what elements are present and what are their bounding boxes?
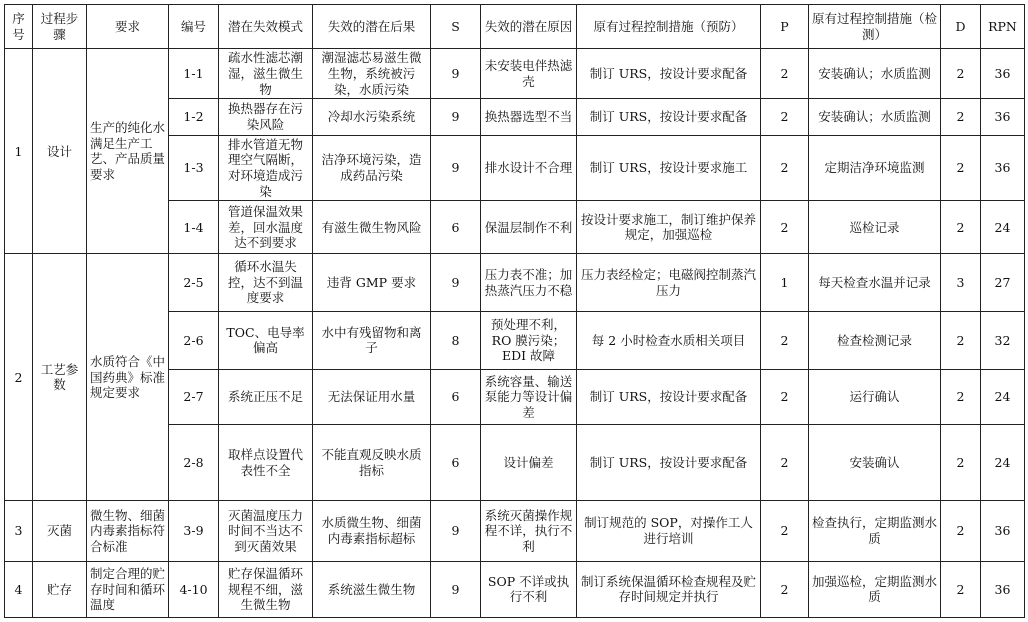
group-no: 1 xyxy=(5,49,33,254)
row-code: 1-3 xyxy=(169,135,219,201)
header-prevent: 原有过程控制措施（预防） xyxy=(577,5,761,49)
row-rpn: 36 xyxy=(981,49,1025,99)
row-prevent: 每 2 小时检查水质相关项目 xyxy=(577,311,761,369)
table-row xyxy=(5,254,1025,311)
row-s: 6 xyxy=(431,425,481,501)
row-detect: 安装确认；水质监测 xyxy=(809,99,941,135)
row-code: 2-6 xyxy=(169,311,219,369)
row-p: 2 xyxy=(761,99,809,135)
row-rpn: 24 xyxy=(981,369,1025,424)
header-row xyxy=(5,5,1025,49)
header-no: 序号 xyxy=(5,5,33,49)
row-effect: 不能直观反映水质指标 xyxy=(313,425,431,501)
group-no: 3 xyxy=(5,501,33,561)
row-detect: 每天检查水温并记录 xyxy=(809,254,941,311)
row-rpn: 24 xyxy=(981,201,1025,254)
row-d: 2 xyxy=(941,311,981,369)
row-cause: 预处理不利，RO 膜污染；EDI 故障 xyxy=(481,311,577,369)
row-p: 2 xyxy=(761,201,809,254)
row-mode: 换热器存在污染风险 xyxy=(219,99,313,135)
row-p: 1 xyxy=(761,254,809,311)
row-s: 6 xyxy=(431,201,481,254)
row-code: 4-10 xyxy=(169,561,219,617)
row-effect: 无法保证用水量 xyxy=(313,369,431,424)
row-mode: 系统正压不足 xyxy=(219,369,313,424)
row-effect: 水质微生物、细菌内毒素指标超标 xyxy=(313,501,431,561)
row-effect: 有滋生微生物风险 xyxy=(313,201,431,254)
row-s: 9 xyxy=(431,135,481,201)
header-detect: 原有过程控制措施（检测） xyxy=(809,5,941,49)
row-effect: 冷却水污染系统 xyxy=(313,99,431,135)
group-req: 微生物、细菌内毒素指标符合标准 xyxy=(87,501,169,561)
row-cause: 系统容量、输送泵能力等设计偏差 xyxy=(481,369,577,424)
row-p: 2 xyxy=(761,135,809,201)
row-prevent: 制订规范的 SOP，对操作工人进行培训 xyxy=(577,501,761,561)
row-rpn: 27 xyxy=(981,254,1025,311)
row-detect: 安装确认 xyxy=(809,425,941,501)
header-step: 过程步骤 xyxy=(33,5,87,49)
row-detect: 运行确认 xyxy=(809,369,941,424)
row-s: 9 xyxy=(431,49,481,99)
header-d: D xyxy=(941,5,981,49)
row-d: 3 xyxy=(941,254,981,311)
row-cause: 排水设计不合理 xyxy=(481,135,577,201)
row-detect: 检查执行，定期监测水质 xyxy=(809,501,941,561)
row-p: 2 xyxy=(761,49,809,99)
row-s: 9 xyxy=(431,501,481,561)
row-code: 1-4 xyxy=(169,201,219,254)
table-row xyxy=(5,501,1025,561)
row-rpn: 36 xyxy=(981,99,1025,135)
row-prevent: 压力表经检定；电磁阀控制蒸汽压力 xyxy=(577,254,761,311)
row-p: 2 xyxy=(761,311,809,369)
row-detect: 定期洁净环境监测 xyxy=(809,135,941,201)
row-d: 2 xyxy=(941,49,981,99)
row-effect: 违背 GMP 要求 xyxy=(313,254,431,311)
row-code: 2-7 xyxy=(169,369,219,424)
row-mode: 循环水温失控，达不到温度要求 xyxy=(219,254,313,311)
row-cause: 设计偏差 xyxy=(481,425,577,501)
row-prevent: 制订 URS，按设计要求施工 xyxy=(577,135,761,201)
row-p: 2 xyxy=(761,501,809,561)
row-s: 9 xyxy=(431,254,481,311)
group-step: 设计 xyxy=(33,49,87,254)
row-code: 2-8 xyxy=(169,425,219,501)
group-req: 水质符合《中国药典》标准规定要求 xyxy=(87,254,169,501)
table-row xyxy=(5,49,1025,99)
header-req: 要求 xyxy=(87,5,169,49)
row-p: 2 xyxy=(761,561,809,617)
group-req: 生产的纯化水满足生产工艺、产品质量要求 xyxy=(87,49,169,254)
row-effect: 水中有残留物和离子 xyxy=(313,311,431,369)
row-code: 3-9 xyxy=(169,501,219,561)
row-s: 9 xyxy=(431,99,481,135)
row-cause: 压力表不准；加热蒸汽压力不稳 xyxy=(481,254,577,311)
table-row xyxy=(5,561,1025,617)
row-code: 1-2 xyxy=(169,99,219,135)
row-mode: TOC、电导率偏高 xyxy=(219,311,313,369)
row-mode: 管道保温效果差，回水温度达不到要求 xyxy=(219,201,313,254)
row-mode: 灭菌温度压力时间不当达不到灭菌效果 xyxy=(219,501,313,561)
row-p: 2 xyxy=(761,369,809,424)
row-cause: 未安装电伴热滤壳 xyxy=(481,49,577,99)
group-step: 工艺参数 xyxy=(33,254,87,501)
header-rpn: RPN xyxy=(981,5,1025,49)
row-code: 1-1 xyxy=(169,49,219,99)
row-detect: 检查检测记录 xyxy=(809,311,941,369)
row-mode: 排水管道无物理空气隔断，对环境造成污染 xyxy=(219,135,313,201)
row-cause: 系统灭菌操作规程不详，执行不利 xyxy=(481,501,577,561)
row-cause: SOP 不详或执行不利 xyxy=(481,561,577,617)
row-prevent: 制订 URS，按设计要求配备 xyxy=(577,49,761,99)
group-no: 2 xyxy=(5,254,33,501)
group-no: 4 xyxy=(5,561,33,617)
row-rpn: 32 xyxy=(981,311,1025,369)
row-d: 2 xyxy=(941,501,981,561)
header-p: P xyxy=(761,5,809,49)
row-detect: 巡检记录 xyxy=(809,201,941,254)
row-prevent: 制订系统保温循环检查规程及贮存时间规定并执行 xyxy=(577,561,761,617)
row-mode: 贮存保温循环规程不细，滋生微生物 xyxy=(219,561,313,617)
row-s: 6 xyxy=(431,369,481,424)
fmea-table xyxy=(4,4,1025,618)
row-code: 2-5 xyxy=(169,254,219,311)
row-effect: 系统滋生微生物 xyxy=(313,561,431,617)
header-code: 编号 xyxy=(169,5,219,49)
row-prevent: 制订 URS，按设计要求配备 xyxy=(577,369,761,424)
header-effect: 失效的潜在后果 xyxy=(313,5,431,49)
row-detect: 安装确认；水质监测 xyxy=(809,49,941,99)
group-step: 贮存 xyxy=(33,561,87,617)
row-p: 2 xyxy=(761,425,809,501)
row-d: 2 xyxy=(941,135,981,201)
row-cause: 保温层制作不利 xyxy=(481,201,577,254)
row-d: 2 xyxy=(941,369,981,424)
row-s: 8 xyxy=(431,311,481,369)
group-step: 灭菌 xyxy=(33,501,87,561)
row-cause: 换热器选型不当 xyxy=(481,99,577,135)
row-rpn: 36 xyxy=(981,135,1025,201)
row-effect: 洁净环境污染，造成药品污染 xyxy=(313,135,431,201)
row-effect: 潮湿滤芯易滋生微生物，系统被污染，水质污染 xyxy=(313,49,431,99)
header-mode: 潜在失效模式 xyxy=(219,5,313,49)
row-rpn: 36 xyxy=(981,561,1025,617)
row-mode: 疏水性滤芯潮湿，滋生微生物 xyxy=(219,49,313,99)
header-cause: 失效的潜在原因 xyxy=(481,5,577,49)
row-prevent: 按设计要求施工，制订维护保养规定，加强巡检 xyxy=(577,201,761,254)
group-req: 制定合理的贮存时间和循环温度 xyxy=(87,561,169,617)
row-d: 2 xyxy=(941,99,981,135)
row-prevent: 制订 URS，按设计要求配备 xyxy=(577,425,761,501)
row-s: 9 xyxy=(431,561,481,617)
header-s: S xyxy=(431,5,481,49)
row-mode: 取样点设置代表性不全 xyxy=(219,425,313,501)
row-detect: 加强巡检，定期监测水质 xyxy=(809,561,941,617)
row-d: 2 xyxy=(941,201,981,254)
row-rpn: 24 xyxy=(981,425,1025,501)
row-d: 2 xyxy=(941,425,981,501)
row-prevent: 制订 URS，按设计要求配备 xyxy=(577,99,761,135)
row-rpn: 36 xyxy=(981,501,1025,561)
row-d: 2 xyxy=(941,561,981,617)
